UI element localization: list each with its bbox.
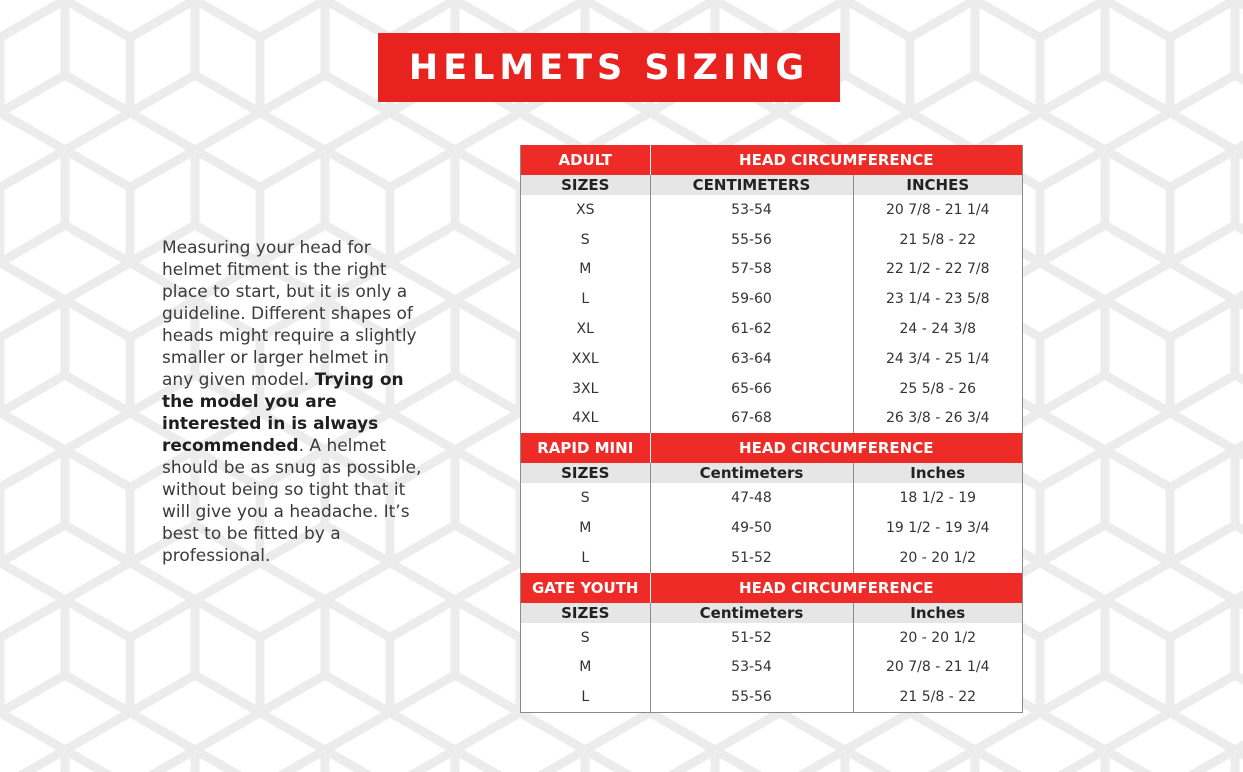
size-cell: M [579, 520, 592, 537]
centimeters-cell: 61-62 [650, 314, 853, 344]
size-cell: L [581, 549, 590, 566]
section-name: GATE YOUTH [521, 573, 650, 603]
inches-cell: 20 - 20 1/2 [853, 623, 1022, 653]
table-row [521, 195, 1022, 225]
sizing-table-grid [521, 145, 1022, 712]
size-cell: L [581, 689, 590, 706]
sizing-table [520, 145, 1023, 713]
column-header: SIZES [521, 603, 650, 623]
table-row [521, 404, 1022, 434]
inches-cell: 19 1/2 - 19 3/4 [853, 513, 1022, 543]
size-cell: L [581, 291, 590, 308]
group-header: HEAD CIRCUMFERENCE [650, 573, 1022, 603]
centimeters-cell: 59-60 [650, 284, 853, 314]
size-cell: XXL [571, 350, 599, 367]
column-header: Inches [853, 463, 1022, 483]
inches-cell: 21 5/8 - 22 [853, 225, 1022, 255]
intro-emphasis: Trying on the model you are interested in is always recommended [162, 370, 404, 456]
section-header-row [521, 145, 1022, 175]
centimeters-cell: 53-54 [650, 195, 853, 225]
column-header: Inches [853, 603, 1022, 623]
size-cell: M [579, 659, 592, 676]
inches-cell: 25 5/8 - 26 [853, 374, 1022, 404]
size-cell: XL [576, 321, 594, 338]
inches-cell: 24 3/4 - 25 1/4 [853, 344, 1022, 374]
inches-cell: 20 7/8 - 21 1/4 [853, 653, 1022, 683]
intro-paragraph [162, 237, 424, 567]
table-row [521, 653, 1022, 683]
centimeters-cell: 55-56 [650, 682, 853, 712]
page-title: HELMETS SIZING [408, 47, 810, 88]
column-header-row [521, 603, 1022, 623]
table-row [521, 513, 1022, 543]
centimeters-cell: 47-48 [650, 483, 853, 513]
inches-cell: 26 3/8 - 26 3/4 [853, 404, 1022, 434]
centimeters-cell: 63-64 [650, 344, 853, 374]
section-name: RAPID MINI [521, 433, 650, 463]
column-header-row [521, 175, 1022, 195]
column-header: Centimeters [650, 603, 853, 623]
intro-text-2: . A helmet should be as snug as possible, without being so tight that it will give you a headache. It’s best to be fitted by a professional. [162, 436, 422, 566]
table-row [521, 225, 1022, 255]
centimeters-cell: 53-54 [650, 653, 853, 683]
section-header-row [521, 433, 1022, 463]
inches-cell: 22 1/2 - 22 7/8 [853, 255, 1022, 285]
table-row [521, 483, 1022, 513]
table-row [521, 255, 1022, 285]
column-header: Centimeters [650, 463, 853, 483]
size-cell: 4XL [572, 410, 599, 427]
inches-cell: 21 5/8 - 22 [853, 682, 1022, 712]
inches-cell: 23 1/4 - 23 5/8 [853, 284, 1022, 314]
group-header: HEAD CIRCUMFERENCE [650, 433, 1022, 463]
table-row [521, 374, 1022, 404]
centimeters-cell: 51-52 [650, 623, 853, 653]
group-header: HEAD CIRCUMFERENCE [650, 145, 1022, 175]
column-header: INCHES [853, 175, 1022, 195]
table-row [521, 344, 1022, 374]
centimeters-cell: 65-66 [650, 374, 853, 404]
column-header: SIZES [521, 463, 650, 483]
size-cell: S [580, 629, 590, 646]
intro-text-1: Measuring your head for helmet fitment is the right place to start, but it is only a guideline. Different shapes of heads might require a slightly smaller or larger helmet in any given model. [162, 238, 417, 390]
table-row [521, 543, 1022, 573]
table-row [521, 682, 1022, 712]
inches-cell: 20 - 20 1/2 [853, 543, 1022, 573]
centimeters-cell: 55-56 [650, 225, 853, 255]
column-header: SIZES [521, 175, 650, 195]
size-cell: S [580, 231, 590, 248]
centimeters-cell: 67-68 [650, 404, 853, 434]
size-cell: XS [576, 201, 595, 218]
size-cell: 3XL [572, 380, 599, 397]
column-header-row [521, 463, 1022, 483]
inches-cell: 20 7/8 - 21 1/4 [853, 195, 1022, 225]
centimeters-cell: 57-58 [650, 255, 853, 285]
centimeters-cell: 49-50 [650, 513, 853, 543]
centimeters-cell: 51-52 [650, 543, 853, 573]
table-row [521, 284, 1022, 314]
table-row [521, 623, 1022, 653]
size-cell: S [580, 490, 590, 507]
inches-cell: 24 - 24 3/8 [853, 314, 1022, 344]
title-banner [378, 33, 840, 102]
section-header-row [521, 573, 1022, 603]
size-cell: M [579, 261, 592, 278]
section-name: ADULT [521, 145, 650, 175]
table-row [521, 314, 1022, 344]
column-header: CENTIMETERS [650, 175, 853, 195]
inches-cell: 18 1/2 - 19 [853, 483, 1022, 513]
